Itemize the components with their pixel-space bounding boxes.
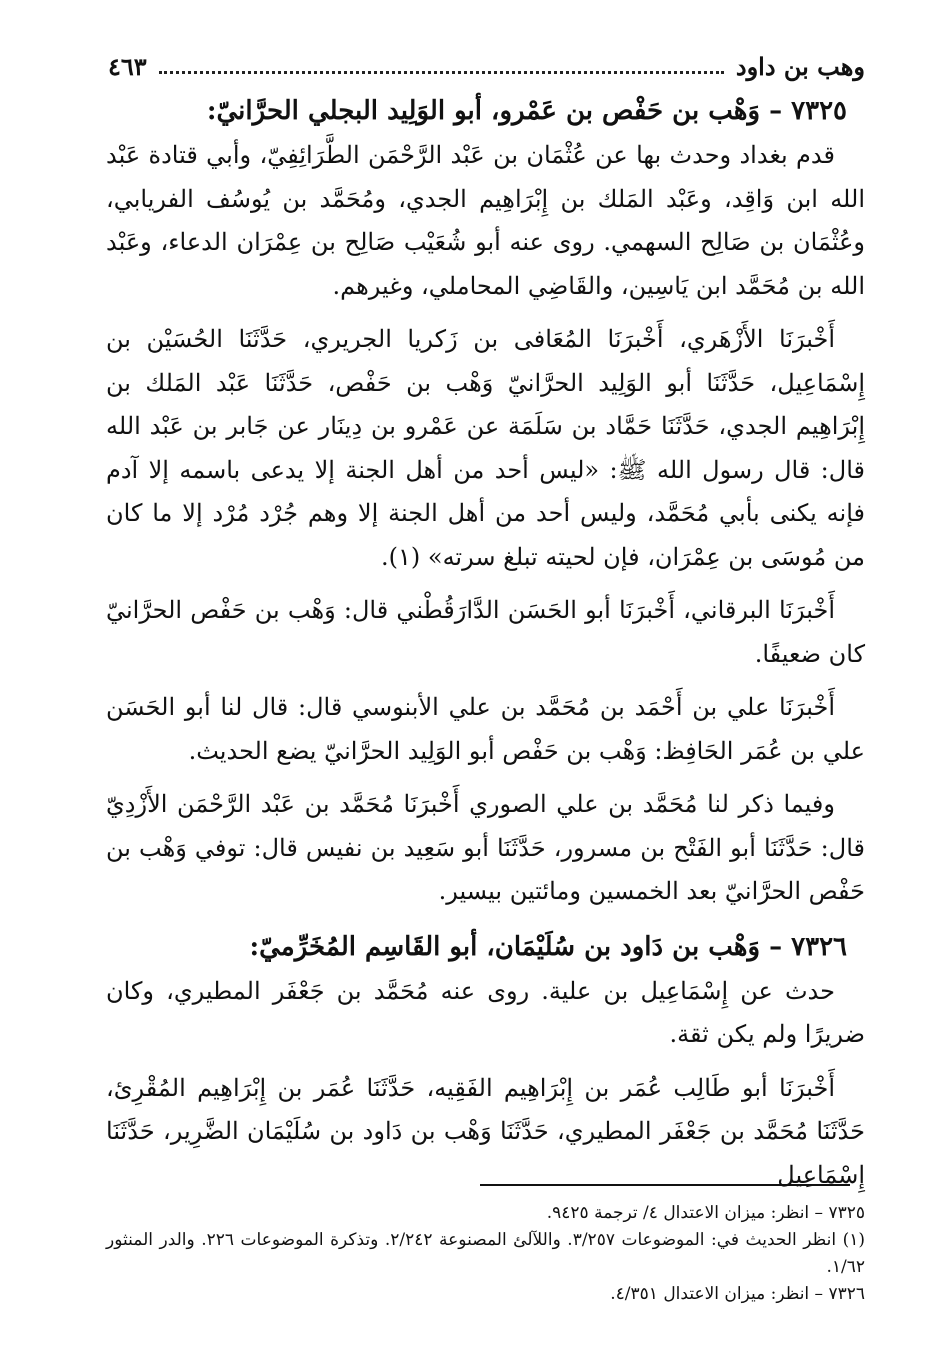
entry-title-7325: ٧٣٢٥ – وَهْب بن حَفْص بن عَمْرو، أبو الوَلِيد البجلي الحرَّانيّ: <box>206 96 847 126</box>
entry-paragraph: أَخْبرَنَا الأَزْهَري، أَخْبرَنَا المُعَافى بن زَكريا الجريري، حَدَّثَنَا الحُسَيْن بن إِسْمَاعِيل، حَدَّثَنَا أبو الوَلِيد الحرَّانيّ وَهْب بن حَفْص، حَدَّثَنَا عَبْد المَلك بن إِبْرَاهِيم الجدي، حَدَّثَنَا حَمَّاد بن سَلَمَة عن عَمْرو بن دِينَار عن جَابر بن عَبْد الله قال: قال رسول الله ﷺ: «ليس أحد من أهل الجنة إلا يدعى باسمه إلا آدم فإنه يكنى بأبي مُحَمَّد، وليس أحد من أهل الجنة إلا وهم جُرْد مُرْد إلا ما كان من مُوسَى بن عِمْرَان، فإن لحيته تبلغ سرته» (١). <box>106 325 865 571</box>
page-body <box>106 88 865 1207</box>
leader-dots <box>159 71 724 74</box>
entry-paragraph: حدث عن إِسْمَاعِيل بن علية. روى عنه مُحَمَّد بن جَعْفَر المطيري، وكان ضريرًا ولم يكن ثقة. <box>106 976 865 1048</box>
footnote: ٧٣٢٥ – انظر: ميزان الاعتدال ٤/ ترجمة ٩٤٢٥. <box>546 1203 865 1223</box>
page-number: ٤٦٣ <box>108 51 147 81</box>
entry-paragraph: أَخْبرَنَا البرقاني، أَخْبرَنَا أبو الحَسَن الدَّارَقُطْني قال: وَهْب بن حَفْص الحرَّانيّ كان ضعيفًا. <box>106 596 865 668</box>
entry-paragraph: أَخْبرَنَا علي بن أَحْمَد بن مُحَمَّد بن علي الأبنوسي قال: قال لنا أبو الحَسَن علي بن عُمَر الحَافِظ: وَهْب بن حَفْص أبو الوَلِيد الحرَّانيّ يضع الحديث. <box>106 693 865 765</box>
entry-paragraph: أَخْبرَنَا أبو طَالِب عُمَر بن إِبْرَاهِيم الفَقِيه، حَدَّثَنَا عُمَر بن إِبْرَاهِيم المُقْرِئ، حَدَّثَنَا مُحَمَّد بن جَعْفَر المطيري، حَدَّثَنَا وَهْب بن دَاود بن سُلَيْمَان الضَّرِير، حَدَّثَنَا إِسْمَاعِيل <box>106 1073 865 1189</box>
entry-title-7326: ٧٣٢٦ – وَهْب بن دَاود بن سُلَيْمَان، أبو القَاسِم المُخَرِّميّ: <box>249 931 847 962</box>
entry-paragraph: قدم بغداد وحدث بها عن عُثْمَان بن عَبْد الرَّحْمَن الطَّرَائِفِيّ، وأبي قتادة عَبْد الله ابن وَاقِد، وعَبْد المَلك بن إِبْرَاهِيم الجدي، ومُحَمَّد بن يُوسُف الفريابي، وعُثْمَان بن صَالِح السهمي. روى عنه أبو شُعَيْب صَالِح بن عِمْرَان الدعاء، وعَبْد الله بن مُحَمَّد ابن يَاسِين، والقَاضِي المحاملي، وغيرهم. <box>106 141 865 300</box>
running-title: وهب بن داود <box>735 51 865 81</box>
footnote-divider <box>480 1184 850 1186</box>
entry-paragraph: وفيما ذكر لنا مُحَمَّد بن علي الصوري أَخْبرَنَا مُحَمَّد بن عَبْد الرَّحْمَن الأَزْدِيّ قال: حَدَّثَنَا أبو الفَتْح بن مسرور، حَدَّثَنَا أبو سَعِيد بن نفيس قال: توفي وَهْب بن حَفْص الحرَّانيّ بعد الخمسين ومائتين بيسير. <box>106 790 865 905</box>
footnotes <box>106 1200 865 1308</box>
page-header <box>108 44 865 88</box>
footnote: ٧٣٢٦ – انظر: ميزان الاعتدال ٤/٣٥١. <box>610 1284 865 1304</box>
footnote: (١) انظر الحديث في: الموضوعات ٣/٢٥٧. واللآلئ المصنوعة ٢/٢٤٢. وتذكرة الموضوعات ٢٢٦. والدر المنثور ١/٦٢. <box>106 1230 865 1277</box>
